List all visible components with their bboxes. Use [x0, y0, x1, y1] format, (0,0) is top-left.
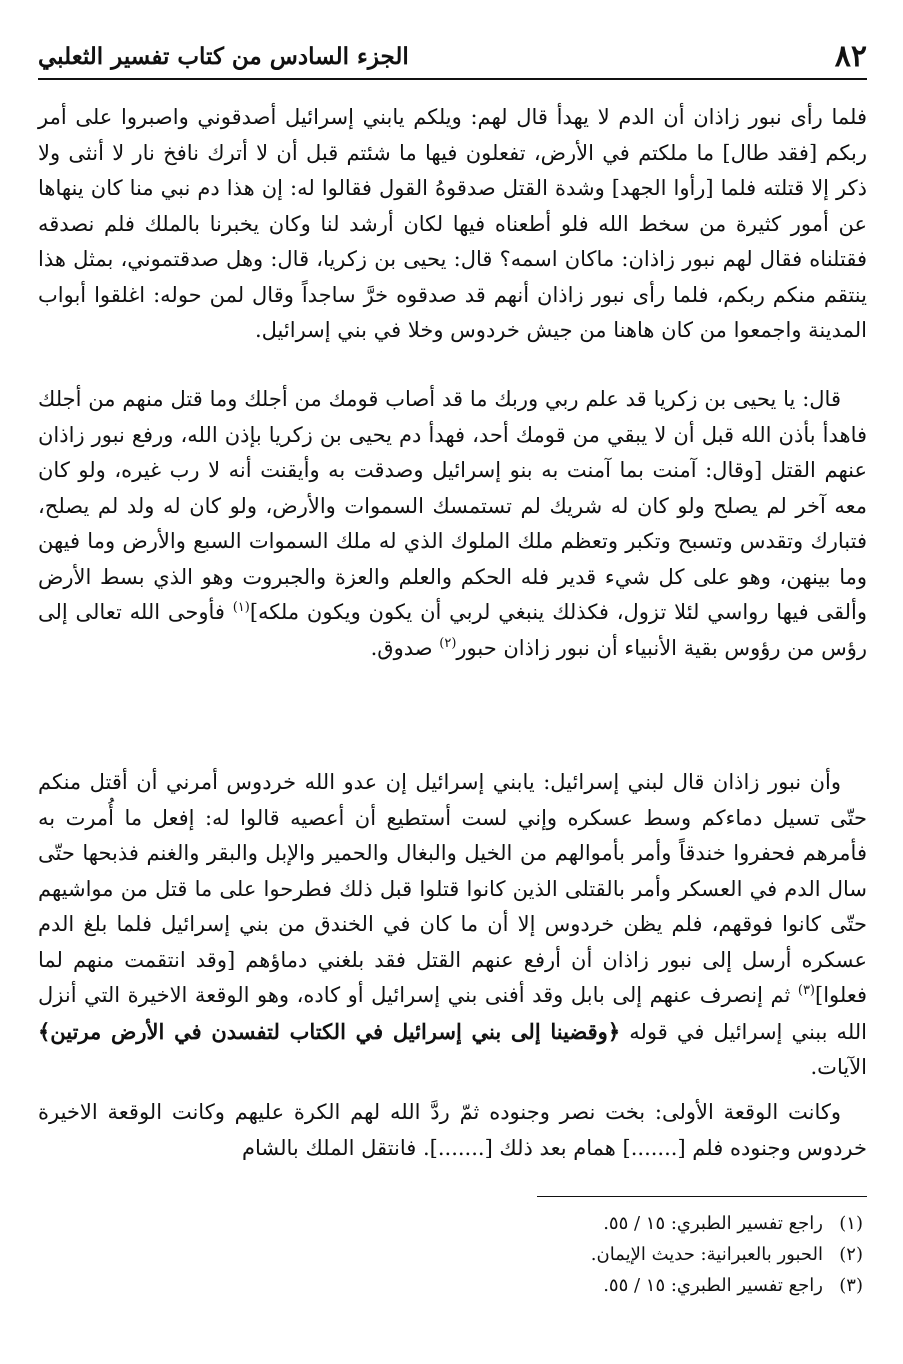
paragraph-2-text-c: صدوق. [370, 635, 440, 660]
footnote-text: راجع تفسير الطبري: ١٥ / ٥٥. [603, 1275, 823, 1296]
paragraph-3-text-c: الآيات. [810, 1055, 867, 1079]
paragraph-3-text-b: ثم إنصرف عنهم إلى بابل وقد أفنى بني إسرائيل أو كاده، وهو الوقعة الاخيرة التي أنزل الله ببني إسرائيل في قوله [38, 983, 868, 1044]
page-number: ٨٢ [834, 38, 867, 74]
footnote-3 [591, 1270, 863, 1301]
footnote-ref-1[interactable]: (١) [232, 600, 250, 615]
footnote-number: (١) [839, 1213, 863, 1234]
page-header [38, 34, 867, 80]
footnote-ref-3[interactable]: (٣) [797, 983, 815, 998]
footnote-2 [591, 1239, 863, 1270]
footnote-number: (٣) [839, 1275, 863, 1296]
footnote-text: راجع تفسير الطبري: ١٥ / ٥٥. [603, 1213, 823, 1234]
paragraph-4-text: وكانت الوقعة الأولى: بخت نصر وجنوده ثمّ ردَّ الله لهم الكرة عليهم وكانت الوقعة الاخيرة خردوس وجنوده فلم [.......] همام بعد ذلك [.......]. فانتقل الملك بالشام [38, 1100, 867, 1160]
footnote-number: (٢) [839, 1244, 863, 1265]
paragraph-3-text-a: وأن نبور زاذان قال لبني إسرائيل: يابني إسرائيل إن عدو الله خردوس أمرني أن أقتل منكم حتّى تسيل دماءكم وسط عسكره وإني لست أستطيع أن أعصيه قالوا له: إفعل ما أُمرت به فأمرهم فحفروا خندقاً وأمر بأموالهم من الخيل والبغال والحمير والإبل والبقر والغنم فذبحها حتّى سال الدم في العسكر وأمر بالقتلى الذين كانوا قتلوا قبل ذلك فطرحوا على ما قتل من مواشيهم حتّى كانوا فوقهم، فلم يظن خردوس إلا أن ما كان في الخندق من بني إسرائيل فلما بلغ الدم عسكره أرسل إلى نبور زاذان أن أرفع عنهم القتل فقد بلغني دماؤهم [وقد انتقمت منهم لما فعلوا] [38, 770, 867, 1007]
footnotes [591, 1208, 863, 1301]
footnote-1 [591, 1208, 863, 1239]
footnote-ref-2[interactable]: (٢) [439, 635, 457, 651]
paragraph-1 [38, 100, 867, 349]
paragraph-4 [38, 1095, 867, 1166]
paragraph-3 [38, 765, 867, 1086]
paragraph-2 [38, 382, 867, 666]
footnote-divider [537, 1196, 867, 1197]
footnote-text: الحبور بالعبرانية: حديث الإيمان. [590, 1244, 823, 1265]
paragraph-2-text-a: قال: يا يحيى بن زكريا قد علم ربي وربك ما قد أصاب قومك من أجلك وما قتل منهم من أجلك فاهدأ بأذن الله قبل أن لا يبقي من قومك أحد، فهدأ دم يحيى بن زكريا بإذن الله، ورفع نبور زاذان عنهم القتل [وقال: آمنت بما آمنت به بنو إسرائيل وصدقت به وأيقنت أنه لا رب غيره، ولو كان معه آخر لم يصلح ولو كان له شريك لم تستمسك السموات والأرض، ولو كان له ولد لم يصلح، فتبارك وتقدس وتسبح وتكبر وتعظم ملك الملوك الذي له ملك السموات السبع والأرض وما فيهن وما بينهن، وهو على كل شيء قدير فله الحكم والعلم والعزة والجبروت وهو الذي بسط الأرض وألقى فيها رواسي لئلا تزول، فكذلك ينبغي لربي أن يكون ويكون ملكه] [38, 387, 868, 624]
paragraph-1-text: فلما رأى نبور زاذان أن الدم لا يهدأ قال لهم: ويلكم يابني إسرائيل أصدقوني واصبروا على أمر ربكم [فقد طال] ما ملكتم في الأرض، تفعلون فيها ما شئتم قبل أن لا أترك نافخ نار لا أنثى ولا ذكر إلا قتلته فلما [رأوا الجهد] وشدة القتل صدقوهُ القول فقالوا له: إن هذا دم نبي منا كان ينهاها عن أمور كثيرة من سخط الله فلو أطعناه فيها لكان أرشد لنا وكان يخبرنا بالملك فلم نصدقه فقتلناه فقال لهم نبور زاذان: ماكان اسمه؟ قال: يحيى بن زكريا، قال: وهل صدقتموني، بمثل هذا ينتقم منكم ربكم، فلما رأى نبور زاذان أنهم قد صدقوه خرَّ ساجداً وقال لمن حوله: اغلقوا أبواب المدينة واجمعوا من كان هاهنا من جيش خردوس وخلا في بني إسرائيل. [38, 105, 867, 342]
running-title: الجزء السادس من كتاب تفسير الثعلبي [38, 42, 409, 70]
quran-quote: ﴿وقضينا إلى بني إسرائيل في الكتاب لتفسدن في الأرض مرتين﴾ [38, 1018, 621, 1044]
paragraph-2-text-b: فأوحى الله تعالى إلى رؤس من رؤوس بقية الأنبياء أن نبور زاذان حبور [38, 600, 867, 660]
